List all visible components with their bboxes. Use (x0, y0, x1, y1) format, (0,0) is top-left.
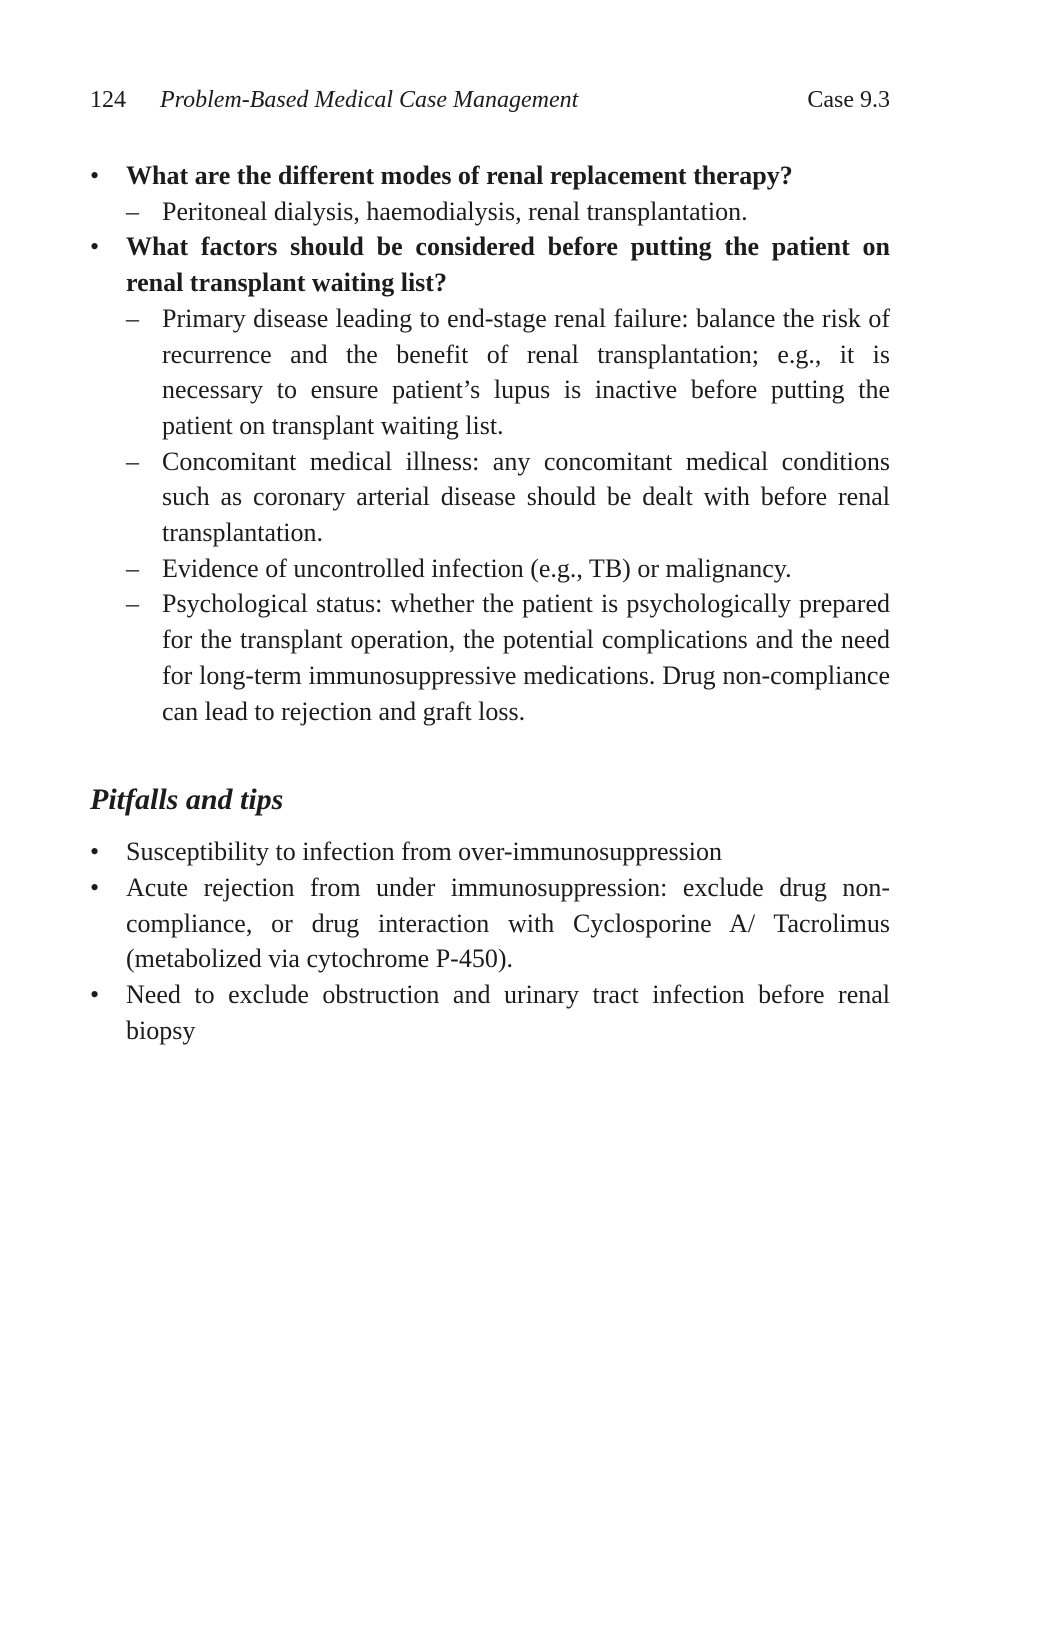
answer-item (126, 444, 890, 551)
answer-text: Concomitant medical illness: any concomitant medical conditions such as coronary arterial disease should be dealt with before renal transplantation. (162, 446, 890, 548)
tip-text: Need to exclude obstruction and urinary tract infection before renal biopsy (126, 980, 890, 1045)
page-number: 124 (90, 87, 126, 113)
dash-icon: – (126, 303, 139, 333)
dash-icon: – (126, 553, 139, 583)
bullet-icon: • (90, 872, 100, 902)
question-list (90, 158, 890, 729)
answer-item (126, 551, 890, 587)
answer-text: Peritoneal dialysis, haemodialysis, renal transplantation. (162, 196, 748, 226)
answer-item (126, 301, 890, 444)
dash-icon: – (126, 446, 139, 476)
answer-text: Psychological status: whether the patient is psychologically prepared for the transplant operation, the potential complications and the need for long-term immunosuppressive medications. Drug non-compliance can lead to rejection and graft loss. (162, 589, 890, 726)
bullet-icon: • (90, 232, 100, 262)
answer-item (126, 194, 890, 230)
book-title: Problem-Based Medical Case Management (160, 87, 579, 113)
tip-item (90, 834, 890, 870)
answer-list (126, 301, 890, 729)
question-item (90, 158, 890, 229)
page-content (90, 158, 890, 1048)
running-header (90, 82, 890, 118)
dash-icon: – (126, 589, 139, 619)
answer-item (126, 586, 890, 729)
tip-text: Acute rejection from under immunosuppression: exclude drug non-compliance, or drug interaction with Cyclosporine A/ Tacrolimus (metabolized via cytochrome P-450). (126, 872, 890, 974)
bullet-icon: • (90, 980, 100, 1010)
answer-text: Primary disease leading to end-stage renal failure: balance the risk of recurrence and the benefit of renal transplantation; e.g., it is necessary to ensure patient’s lupus is inactive before putting the patient on transplant waiting list. (162, 303, 890, 440)
question-text: What factors should be considered before putting the patient on renal transplant waiting list? (126, 232, 890, 298)
tip-item (90, 870, 890, 977)
dash-icon: – (126, 196, 139, 226)
case-label: Case 9.3 (807, 87, 890, 113)
tip-item (90, 977, 890, 1048)
answer-text: Evidence of uncontrolled infection (e.g., TB) or malignancy. (162, 553, 792, 583)
question-text: What are the different modes of renal replacement therapy? (126, 161, 793, 190)
section-heading-pitfalls: Pitfalls and tips (90, 783, 284, 817)
bullet-icon: • (90, 837, 100, 867)
question-item (90, 229, 890, 729)
tips-list (90, 834, 890, 1048)
answer-list (126, 194, 890, 230)
tip-text: Susceptibility to infection from over-immunosuppression (126, 837, 722, 867)
bullet-icon: • (90, 161, 100, 190)
